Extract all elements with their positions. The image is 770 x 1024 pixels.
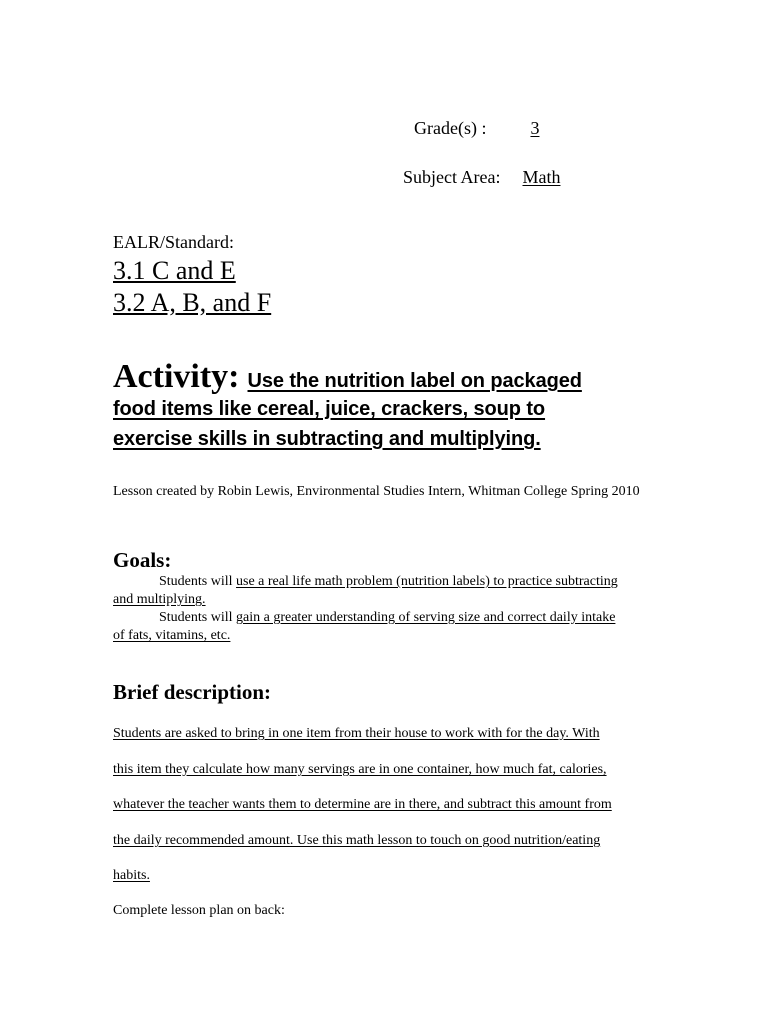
grade-line [414, 118, 628, 139]
activity-text-2: food items like cereal, juice, crackers, soup to [113, 398, 546, 420]
subject-line [403, 167, 644, 188]
activity-text-1: Use the nutrition label on packaged [247, 370, 582, 392]
goal-1-line-1 [159, 574, 618, 590]
subject-value: Math [522, 167, 561, 187]
grade-value-field [486, 118, 628, 139]
goal-2-line-1 [159, 610, 615, 626]
goal-1-prefix: Students will [159, 574, 237, 589]
subject-label: Subject Area: [403, 167, 501, 187]
goals-heading: Goals: [113, 548, 172, 572]
grade-label: Grade(s) : [414, 118, 487, 138]
brief-line-3: whatever the teacher wants them to determine are in there, and subtract this amount from [113, 797, 612, 812]
complete-lesson-note: Complete lesson plan on back: [113, 903, 285, 918]
brief-line-1: Students are asked to bring in one item from their house to work with for the day. With [113, 726, 600, 741]
standard-line-2: 3.2 A, B, and F [113, 288, 272, 317]
goal-2-line-2: of fats, vitamins, etc. [113, 628, 231, 643]
brief-description-heading: Brief description: [113, 680, 272, 704]
grade-value: 3 [530, 118, 540, 138]
standard-line-1: 3.1 C and E [113, 256, 236, 285]
activity-label: Activity: [113, 358, 240, 395]
goal-2-text: gain a greater understanding of serving size and correct daily intake [236, 610, 616, 625]
brief-line-4: the daily recommended amount. Use this math lesson to touch on good nutrition/eating [113, 833, 601, 848]
activity-text-3: exercise skills in subtracting and multiplying. [113, 428, 541, 450]
subject-value-field [500, 167, 644, 188]
standard-label: EALR/Standard: [113, 232, 234, 252]
goal-1-text: use a real life math problem (nutrition labels) to practice subtracting [236, 574, 618, 589]
goal-1-line-2: and multiplying. [113, 592, 206, 607]
activity-line-1 [113, 358, 582, 396]
goal-2-prefix: Students will [159, 610, 237, 625]
brief-line-5: habits. [113, 868, 150, 883]
lesson-credit: Lesson created by Robin Lewis, Environmental Studies Intern, Whitman College Spring 2010 [113, 484, 640, 499]
brief-line-2: this item they calculate how many servings are in one container, how much fat, calories, [113, 762, 607, 777]
